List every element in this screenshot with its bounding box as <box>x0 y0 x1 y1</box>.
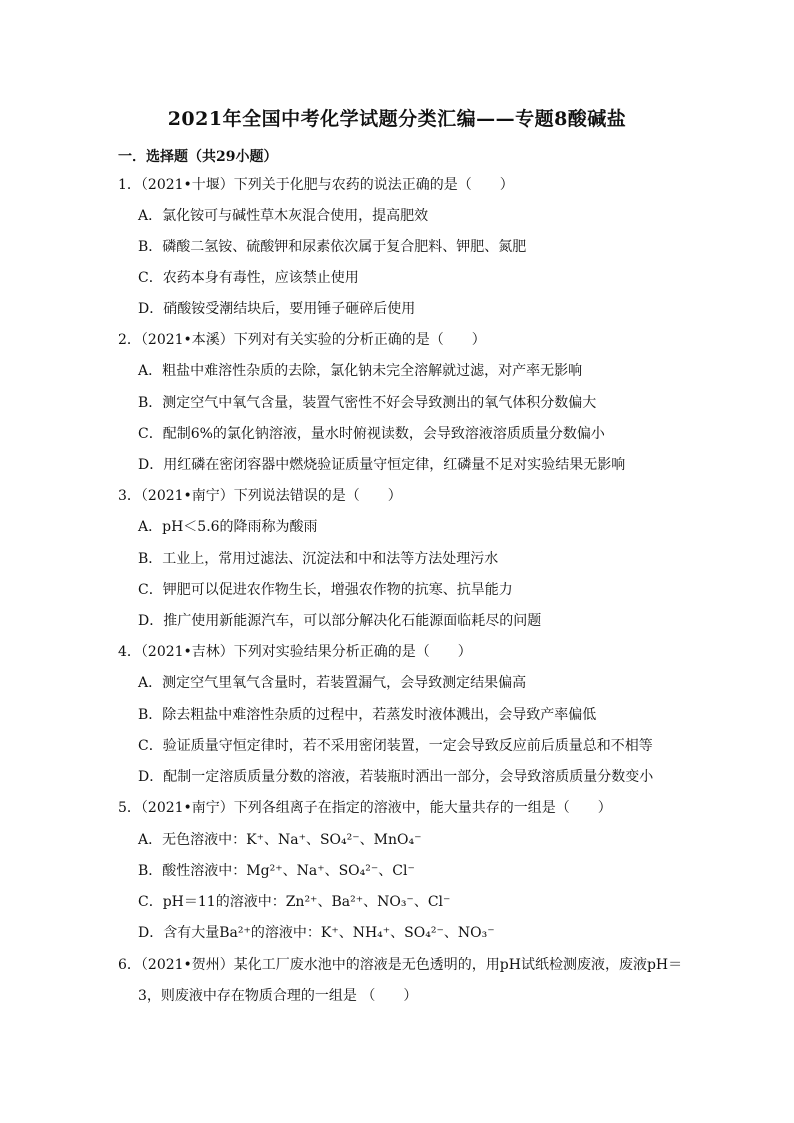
question-4-option-a: A．测定空气里氧气含量时，若装置漏气，会导致测定结果偏高 <box>138 675 527 691</box>
question-5-option-d <box>138 923 495 943</box>
question-2-option-a: A．粗盐中难溶性杂质的去除，氯化钠未完全溶解就过滤，对产率无影响 <box>138 363 583 379</box>
question-6-stem-line-1: 6．（2021•贺州）某化工厂废水池中的溶液是无色透明的，用pH试纸检测废液，废液pH＝ <box>118 957 683 973</box>
question-2-option-d: D．用红磷在密闭容器中燃烧验证质量守恒定律，红磷量不足对实验结果无影响 <box>138 457 626 473</box>
page-title: 2021年全国中考化学试题分类汇编——专题8酸碱盐 <box>167 108 627 130</box>
question-1-option-d: D．硝酸铵受潮结块后，要用锤子砸碎后使用 <box>138 301 416 317</box>
question-4-option-b: B．除去粗盐中难溶性杂质的过程中，若蒸发时液体溅出，会导致产率偏低 <box>138 707 597 723</box>
question-4-option-c: C．验证质量守恒定律时，若不采用密闭装置，一定会导致反应前后质量总和不相等 <box>138 738 653 754</box>
question-3-option-a: A．pH＜5.6的降雨称为酸雨 <box>138 519 318 535</box>
option-label: C．pH＝11的溶液中： <box>138 894 286 910</box>
ion-list: K⁺、NH₄⁺、SO₄²⁻、NO₃⁻ <box>320 925 495 941</box>
question-1-option-a: A．氯化铵可与碱性草木灰混合使用，提高肥效 <box>138 208 429 224</box>
question-1-option-b: B．磷酸二氢铵、硫酸钾和尿素依次属于复合肥料、钾肥、氮肥 <box>138 239 527 255</box>
question-3-stem: 3．（2021•南宁）下列说法错误的是（ ） <box>118 488 402 504</box>
question-5-option-b <box>138 861 415 881</box>
question-6-stem-line-2: 3，则废液中存在物质合理的一组是 （ ） <box>138 988 418 1004</box>
question-3-option-d: D．推广使用新能源汽车，可以部分解决化石能源面临耗尽的问题 <box>138 613 542 629</box>
question-5-stem: 5．（2021•南宁）下列各组离子在指定的溶液中，能大量共存的一组是（ ） <box>118 800 612 816</box>
option-label: A．无色溶液中： <box>138 832 247 848</box>
question-1-option-c: C．农药本身有毒性，应该禁止使用 <box>138 270 359 286</box>
ion-list: Mg²⁺、Na⁺、SO₄²⁻、Cl⁻ <box>246 863 415 879</box>
question-4-option-d: D．配制一定溶质质量分数的溶液，若装瓶时洒出一部分，会导致溶质质量分数变小 <box>138 769 654 785</box>
question-2-option-c: C．配制6%的氯化钠溶液，量水时俯视读数，会导致溶液溶质质量分数偏小 <box>138 426 605 442</box>
question-3-option-c: C．钾肥可以促进农作物生长，增强农作物的抗寒、抗旱能力 <box>138 582 513 598</box>
option-label: B．酸性溶液中： <box>138 863 247 879</box>
question-2-option-b: B．测定空气中氧气含量，装置气密性不好会导致测出的氧气体积分数偏大 <box>138 395 597 411</box>
ion-list: Zn²⁺、Ba²⁺、NO₃⁻、Cl⁻ <box>285 894 451 910</box>
question-1-stem: 1．（2021•十堰）下列关于化肥与农药的说法正确的是（ ） <box>118 177 514 193</box>
question-3-option-b: B．工业上，常用过滤法、沉淀法和中和法等方法处理污水 <box>138 551 499 567</box>
option-label: D．含有大量Ba²⁺的溶液中： <box>138 925 321 941</box>
section-heading: 一．选择题（共29小题） <box>118 149 278 165</box>
question-5-option-a <box>138 830 421 850</box>
question-4-stem: 4．（2021•吉林）下列对实验结果分析正确的是（ ） <box>118 644 472 660</box>
question-2-stem: 2．（2021•本溪）下列对有关实验的分析正确的是（ ） <box>118 332 486 348</box>
ion-list: K⁺、Na⁺、SO₄²⁻、MnO₄⁻ <box>246 832 422 848</box>
question-5-option-c <box>138 892 450 912</box>
